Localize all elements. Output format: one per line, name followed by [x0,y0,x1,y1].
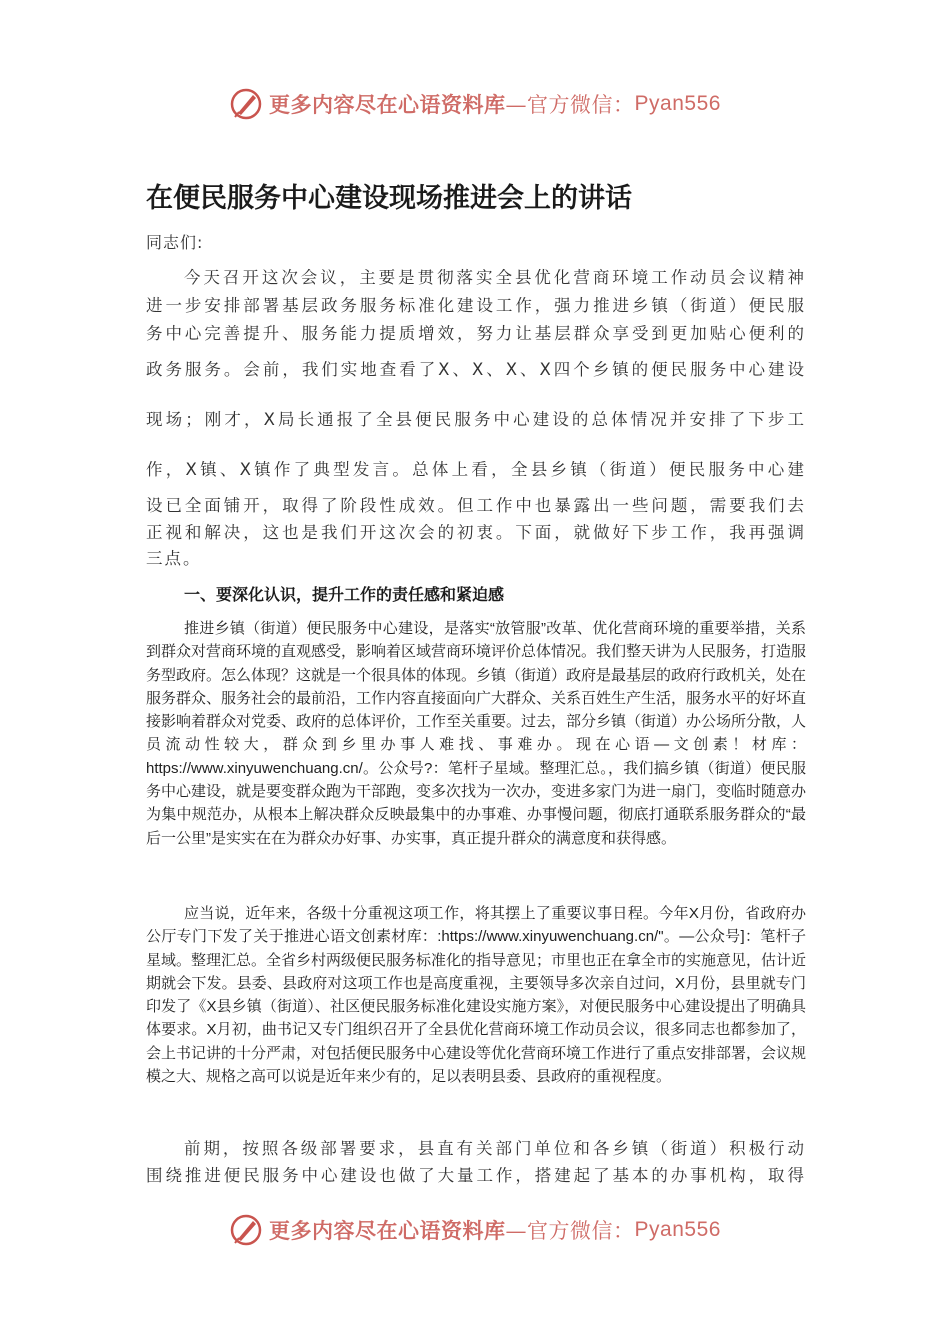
closing-line: 围绕推进便民服务中心建设也做了大量工作，搭建起了基本的办事机构，取得 [146,1166,806,1185]
watermark-wechat-id: Pyan556 [634,1218,721,1241]
closing-line: 前期，按照各级部署要求，县直有关部门单位和各乡镇（街道）积极行动 [184,1139,806,1158]
intro-line: 进一步安排部署基层政务服务标准化建设工作，强力推进乡镇（街道）便民服 [146,296,806,315]
intro-line: 作，X镇、X镇作了典型发言。总体上看，全县乡镇（街道）便民服务中心建 [146,460,806,479]
watermark-text: 更多内容尽在心语资料库 [269,1218,506,1243]
watermark-text: 更多内容尽在心语资料库 [269,92,506,117]
intro-line: 务中心完善提升、服务能力提质增效，努力让基层群众享受到更加贴心便利的 [146,324,806,343]
watermark-wechat-id: Pyan556 [634,92,721,115]
intro-line: 设已全面铺开，取得了阶段性成效。但工作中也暴露出一些问题，需要我们去 [146,496,806,515]
salutation: 同志们: [146,233,204,252]
body-paragraph: 应当说，近年来，各级十分重视这项工作，将其摆上了重要议事日程。今年X月份，省政府办公厅专门下发了关于推进心语文创素材库：:https://www.xinyuwenchuang.cn/"。—公众号]：笔杆子星域。整理汇总。全省乡村两级便民服务标准化的指导意见；市里也正在拿全市的实施意见，估计近期就会下发。县委、县政府对这项工作也是高度重视，主要领导多次亲自过问，X月份，县里就专门印发了《X县乡镇（街道）、社区便民服务标准化建设实施方案》，对便民服务中心建设提出了明确具体要求。X月初，曲书记又专门组织召开了全县优化营商环境工作动员会议，很多同志也都参加了，会上书记讲的十分严肃，对包括便民服务中心建设等优化营商环境工作进行了重点安排部署，会议规模之大、规格之高可以说是近年来少有的，足以表明县委、县政府的重视程度。 [146,905,807,1086]
footer-watermark [0,1210,950,1250]
intro-line: 三点。 [146,549,202,568]
body-paragraph: 推进乡镇（街道）便民服务中心建设，是落实“放管服”改革、优化营商环境的重要举措，关系到群众对营商环境的直观感受，影响着区域营商环境评价总体情况。我们整天讲为人民服务，打造服务型政府。怎么体现？这就是一个很具体的体现。乡镇（街道）政府是最基层的政府行政机关，处在服务群众、服务社会的最前沿，工作内容直接面向广大群众、关系百姓生产生活，服务水平的好坏直接影响着群众对党委、政府的总体评价，工作至关重要。过去，部分乡镇（街道）办公场所分散，人员流动性较大，群众到乡里办事人难找、事难办。现在心语—文创素！材库：https://www.xinyuwenchuang.cn/。公众号?：笔杆子星域。整理汇总。，我们搞乡镇（街道）便民服务中心建设，就是要变群众跑为干部跑，变多次找为一次办，变进多家门为进一扇门，变临时随意办为集中规范办，从根本上解决群众反映最集中的办事难、办事慢问题，彻底打通联系服务群众的“最后一公里”是实实在在为群众办好事、办实事，真正提升群众的满意度和获得感。 [146,620,807,847]
document-title: 在便民服务中心建设现场推进会上的讲话 [146,183,632,214]
pen-logo-icon [229,87,263,121]
watermark-text: —官方微信： [505,1219,635,1243]
watermark-text: —官方微信： [505,93,635,117]
pen-logo-icon [229,1213,263,1247]
header-watermark [0,84,950,124]
intro-line: 现场；刚才，X局长通报了全县便民服务中心建设的总体情况并安排了下步工 [146,410,806,429]
intro-line: 今天召开这次会议，主要是贯彻落实全县优化营商环境工作动员会议精神 [184,268,806,287]
intro-line: 政务服务。会前，我们实地查看了X、X、X、X四个乡镇的便民服务中心建设 [146,360,806,379]
section-heading: 一、要深化认识，提升工作的责任感和紧迫感 [184,585,505,604]
intro-line: 正视和解决，这也是我们开这次会的初衷。下面，就做好下步工作，我再强调 [146,523,806,542]
